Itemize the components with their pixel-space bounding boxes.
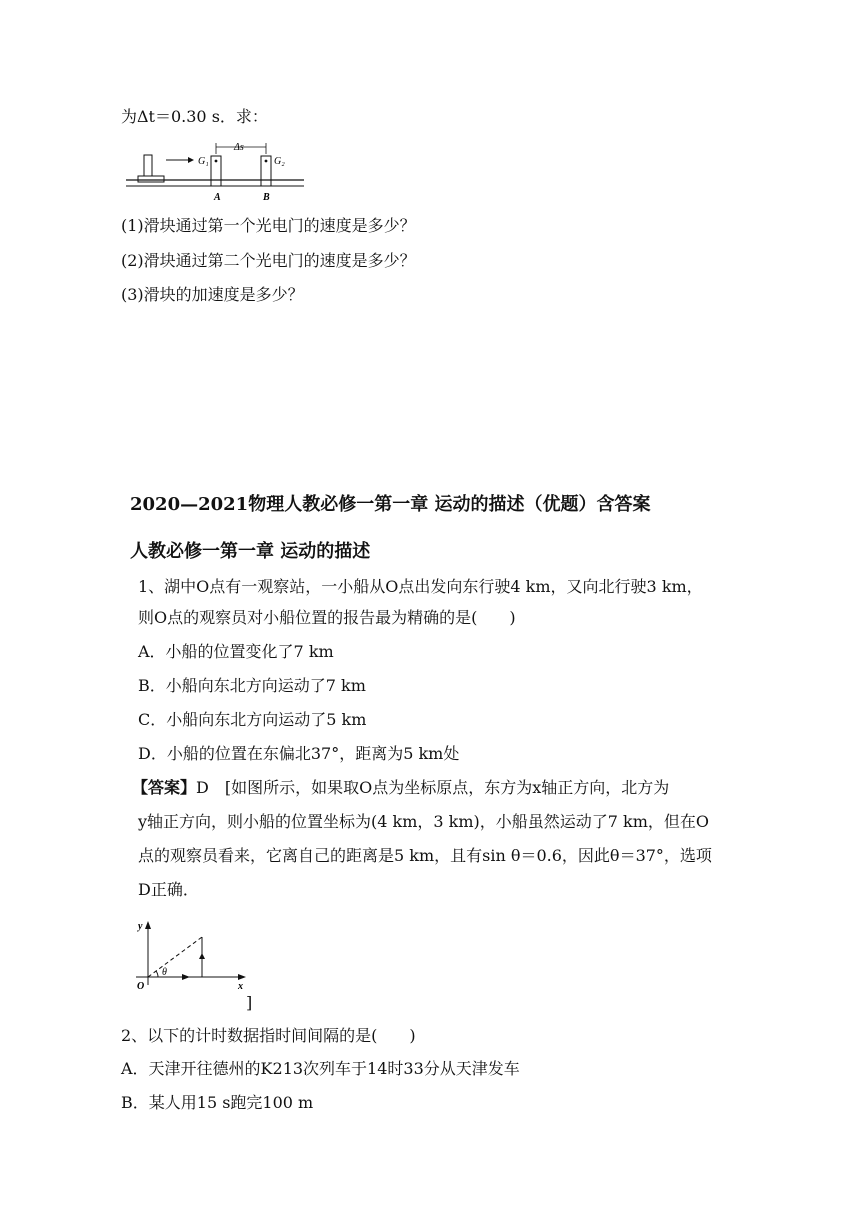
q1-answer-line4: D正确． (138, 880, 199, 899)
answer-text-1: D [如图所示，如果取O点为坐标原点，东方为x轴正方向，北方为 (196, 778, 670, 797)
origin-label: O (137, 981, 145, 992)
g1-label: G₁ (198, 156, 209, 167)
question-1: (1)滑块通过第一个光电门的速度是多少？ (121, 216, 416, 235)
x-axis-label: x (238, 981, 243, 992)
g2-label: G₂ (274, 156, 285, 167)
answer-tag: 【答案】 (132, 778, 197, 797)
q1-option-a: A．小船的位置变化了7 km (138, 642, 334, 661)
q2-stem: 2、以下的计时数据指时间间隔的是( ) (121, 1026, 416, 1045)
b-label: B (263, 192, 270, 203)
page-title: 2020—2021物理人教必修一第一章 运动的描述（优题）含答案 (130, 494, 651, 515)
coordinate-figure (132, 915, 256, 1011)
closing-bracket: ] (246, 993, 253, 1012)
q1-option-b: B．小船向东北方向运动了7 km (138, 676, 366, 695)
intro-text: 为Δt＝0.30 s．求： (121, 107, 268, 126)
q1-answer-line3: 点的观察员看来，它离自己的距离是5 km，且有sin θ＝0.6，因此θ＝37°，选项 (138, 846, 712, 865)
delta-s-label: Δs (234, 142, 244, 153)
q1-option-c: C．小船向东北方向运动了5 km (138, 710, 367, 729)
q2-option-b: B．某人用15 s跑完100 m (121, 1093, 314, 1112)
a-label: A (214, 192, 221, 203)
section-subtitle: 人教必修一第一章 运动的描述 (130, 541, 371, 562)
y-axis-label: y (138, 921, 143, 932)
q1-stem-line2: 则O点的观察员对小船位置的报告最为精确的是( ) (138, 608, 516, 627)
theta-label: θ (162, 967, 167, 978)
q1-answer-line1 (132, 777, 669, 799)
q1-answer-line2: y轴正方向，则小船的位置坐标为(4 km，3 km)，小船虽然运动了7 km，但在O (138, 812, 710, 831)
q1-stem-line1: 1、湖中O点有一观察站，一小船从O点出发向东行驶4 km，又向北行驶3 km， (138, 577, 703, 596)
q1-option-d: D．小船的位置在东偏北37°，距离为5 km处 (138, 744, 460, 763)
question-3: (3)滑块的加速度是多少？ (121, 285, 304, 304)
photogate-figure (124, 140, 306, 204)
q2-option-a: A．天津开往德州的K213次列车于14时33分从天津发车 (121, 1059, 520, 1078)
question-2: (2)滑块通过第二个光电门的速度是多少？ (121, 251, 416, 270)
